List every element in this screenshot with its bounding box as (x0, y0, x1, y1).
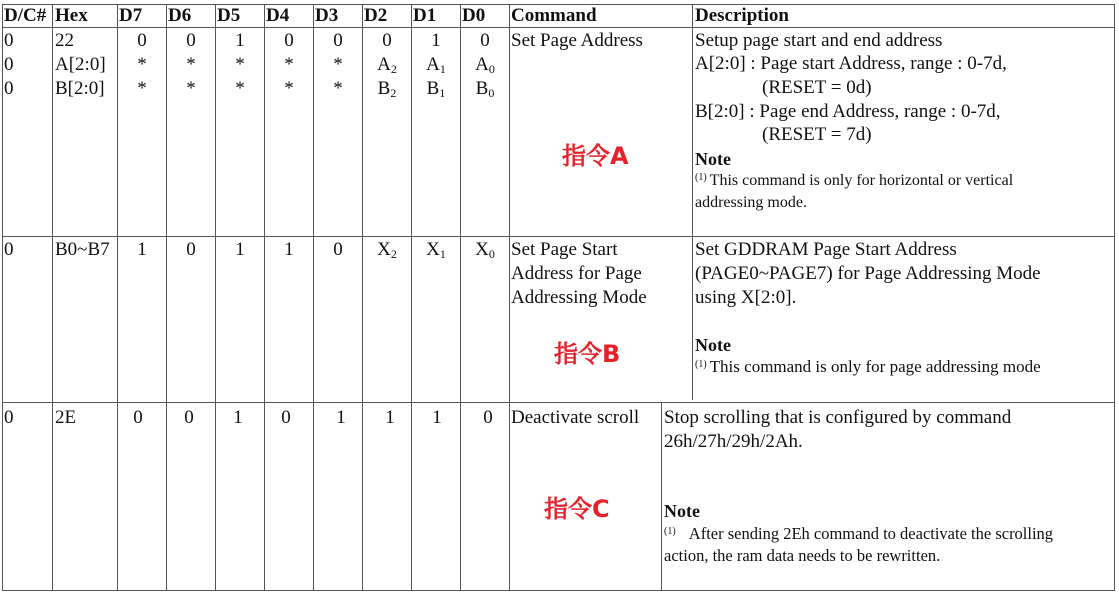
row-b-d5: 1 (235, 239, 245, 260)
row-a-desc-1: Setup page start and end address (695, 30, 943, 51)
row-b-d7: 1 (137, 239, 147, 260)
header-d5: D5 (217, 5, 241, 26)
row-a-dc-1: 0 (4, 30, 14, 51)
row-b-d1 (412, 238, 460, 262)
row-a-d7-3: * (137, 78, 147, 99)
row-a-d1-1: 1 (431, 30, 441, 51)
row-a-d1-2 (412, 53, 460, 77)
bit-label: A (377, 54, 391, 75)
row-a-note-title: Note (695, 149, 731, 169)
bit-subscript: 2 (390, 247, 397, 261)
row-a-d2-2 (363, 53, 411, 77)
row-b-command-1: Set Page Start (511, 239, 618, 260)
row-c-d5: 1 (233, 407, 243, 428)
row-a-d6-2: * (186, 54, 196, 75)
row-a-d3-3: * (333, 78, 343, 99)
row-a-desc-2: A[2:0] : Page start Address, range : 0-7d, (695, 53, 1007, 74)
note-text: After sending 2Eh command to deactivate the scrolling (688, 524, 1054, 543)
row-b-desc-3: using X[2:0]. (695, 287, 797, 308)
row-b-hex: B0~B7 (55, 239, 110, 260)
row-b-dc: 0 (4, 239, 14, 260)
row-b-desc-2: (PAGE0~PAGE7) for Page Addressing Mode (695, 263, 1041, 284)
header-d1: D1 (413, 5, 437, 26)
col-border-command (692, 4, 693, 400)
row-a-d0-2 (461, 53, 509, 77)
row-c-d3: 1 (336, 407, 346, 428)
row-a-d6-3: * (186, 78, 196, 99)
row-a-divider (2, 236, 1115, 237)
col-border-right (1114, 4, 1115, 591)
bit-label: X (377, 239, 391, 260)
row-b-d3: 0 (333, 239, 343, 260)
col-border-d0 (509, 4, 510, 591)
bit-subscript: 1 (439, 86, 446, 100)
row-c-command: Deactivate scroll (511, 407, 640, 428)
col-border-left (2, 4, 3, 591)
row-a-desc-3: (RESET = 0d) (762, 77, 872, 98)
row-c-d2: 1 (385, 407, 395, 428)
row-c-note-line-1 (664, 523, 1053, 545)
header-command: Command (511, 5, 597, 26)
row-a-d5-1: 1 (235, 30, 245, 51)
row-c-d4: 0 (281, 407, 291, 428)
header-d6: D6 (168, 5, 192, 26)
bit-label: B (426, 78, 440, 99)
row-a-d7-2: * (137, 54, 147, 75)
row-a-desc-5: (RESET = 7d) (762, 124, 872, 145)
row-a-hex-2: A[2:0] (55, 54, 106, 75)
row-a-d1-3 (412, 77, 460, 101)
header-d7: D7 (119, 5, 143, 26)
row-a-d0-3 (461, 77, 509, 101)
row-a-hex-3: B[2:0] (55, 78, 105, 99)
col-border-dc (52, 4, 53, 591)
row-b-d4: 1 (284, 239, 294, 260)
footnote-marker: (1) (664, 526, 676, 537)
header-d2: D2 (364, 5, 388, 26)
row-a-d4-1: 0 (284, 30, 294, 51)
row-b-d2 (363, 238, 411, 262)
row-b-command-2: Address for Page (511, 263, 642, 284)
header-hex: Hex (55, 5, 88, 26)
row-b-command-3: Addressing Mode (511, 287, 647, 308)
bit-subscript: 0 (488, 247, 495, 261)
row-c-note-title: Note (664, 501, 700, 521)
row-b-d6: 0 (186, 239, 196, 260)
bit-subscript: 0 (488, 62, 495, 76)
row-a-d4-2: * (284, 54, 294, 75)
row-a-d5-2: * (235, 54, 245, 75)
row-c-desc-1: Stop scrolling that is configured by command (664, 407, 1012, 428)
bit-subscript: 2 (390, 62, 397, 76)
row-a-command: Set Page Address (511, 30, 643, 51)
row-a-d5-3: * (235, 78, 245, 99)
row-c-note-line-2: action, the ram data needs to be rewritten. (664, 546, 941, 565)
bit-subscript: 1 (439, 247, 446, 261)
row-a-d3-2: * (333, 54, 343, 75)
row-a-d2-3 (363, 77, 411, 101)
bit-label: B (377, 78, 391, 99)
row-a-dc-2: 0 (4, 54, 14, 75)
row-c-hex: 2E (55, 407, 77, 428)
bit-subscript: 0 (488, 86, 495, 100)
footnote-marker: (1) (695, 172, 707, 183)
row-a-note-line-1 (695, 170, 1013, 192)
row-c-d7: 0 (133, 407, 143, 428)
row-a-d4-3: * (284, 78, 294, 99)
header-d3: D3 (315, 5, 339, 26)
row-b-divider (2, 402, 1115, 403)
bit-label: X (426, 239, 440, 260)
bit-label: X (475, 239, 489, 260)
tag-instruction-a: 指令A (562, 142, 629, 170)
row-a-dc-3: 0 (4, 78, 14, 99)
row-c-dc: 0 (4, 407, 14, 428)
note-text: This command is only for page addressing mode (709, 357, 1041, 376)
row-c-d0: 0 (483, 407, 493, 428)
row-b-note-line (695, 356, 1041, 378)
row-a-d3-1: 0 (333, 30, 343, 51)
row-b-d0 (461, 238, 509, 262)
row-a-hex-1: 22 (55, 30, 74, 51)
bit-subscript: 2 (390, 86, 397, 100)
header-d0: D0 (462, 5, 486, 26)
footnote-marker: (1) (695, 359, 707, 370)
bit-label: B (475, 78, 489, 99)
col-border-command-row-c (661, 402, 662, 591)
bit-label: A (426, 54, 440, 75)
header-d4: D4 (266, 5, 290, 26)
row-a-d2-1: 0 (382, 30, 392, 51)
table-bottom-border (2, 590, 1115, 591)
tag-instruction-b: 指令B (554, 340, 621, 368)
row-a-d0-1: 0 (480, 30, 490, 51)
row-c-desc-2: 26h/27h/29h/2Ah. (664, 431, 803, 452)
row-c-d1: 1 (432, 407, 442, 428)
header-dc: D/C# (4, 5, 47, 26)
row-a-desc-4: B[2:0] : Page end Address, range : 0-7d, (695, 101, 1001, 122)
note-text: This command is only for horizontal or vertical (709, 172, 1014, 189)
header-description: Description (695, 5, 789, 26)
tag-instruction-c: 指令C (544, 495, 610, 523)
row-b-note-title: Note (695, 335, 731, 355)
bit-label: A (475, 54, 489, 75)
row-b-desc-1: Set GDDRAM Page Start Address (695, 239, 957, 260)
row-a-note-line-2: addressing mode. (695, 194, 807, 211)
row-c-d6: 0 (184, 407, 194, 428)
row-a-d6-1: 0 (186, 30, 196, 51)
row-a-d7-1: 0 (137, 30, 147, 51)
bit-subscript: 1 (439, 62, 446, 76)
